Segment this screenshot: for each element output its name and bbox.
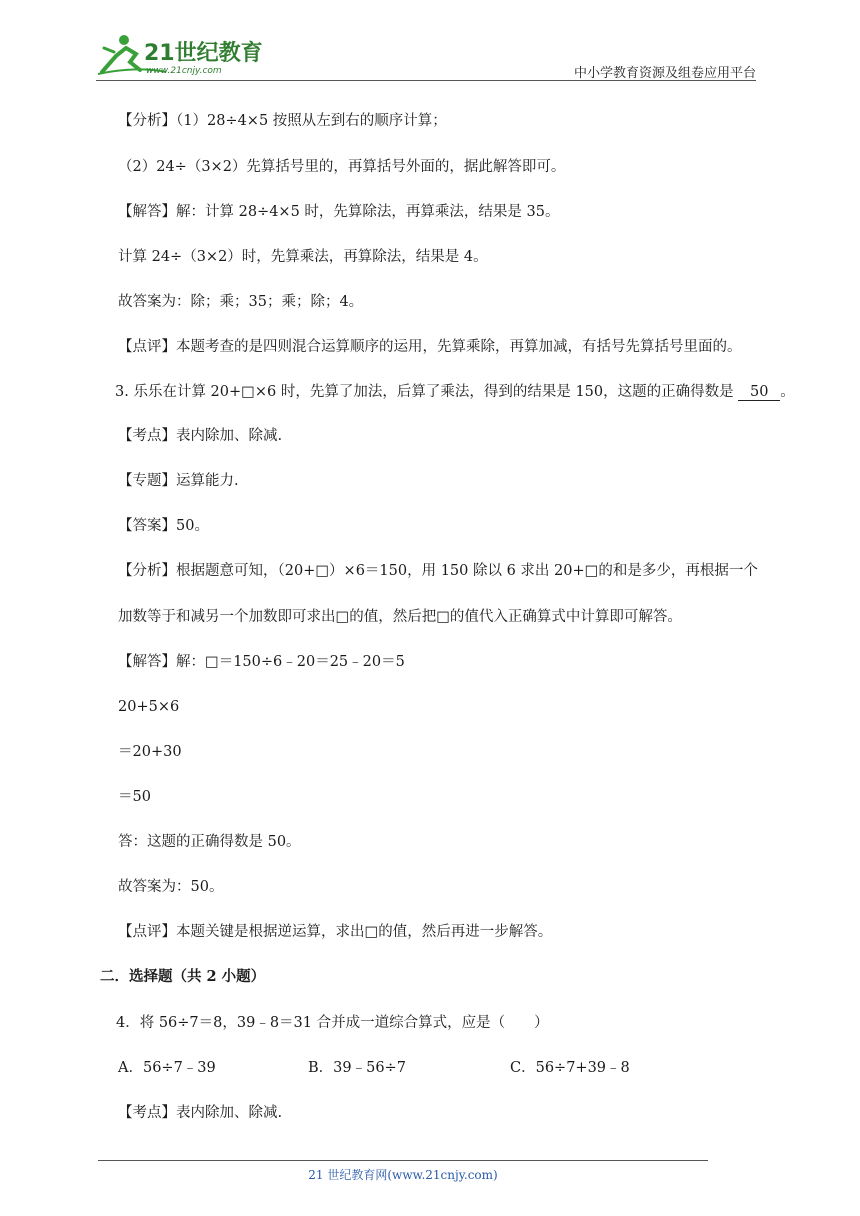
analysis-line-2: （2）24÷（3×2）先算括号里的，再算括号外面的，据此解答即可。 (118, 159, 566, 175)
subject-line: 【专题】运算能力. (118, 473, 239, 489)
topic-line-q4: 【考点】表内除加、除减. (118, 1105, 283, 1121)
question-4: 4．将 56÷7＝8，39﹣8＝31 合并成一道综合算式，应是（ ） (116, 1015, 549, 1031)
header-divider (96, 80, 756, 81)
logo-icon (96, 28, 266, 78)
page-header (96, 28, 756, 80)
footer-divider (98, 1160, 708, 1161)
calc-step-1: 20+5×6 (118, 699, 180, 715)
option-b: B．39﹣56÷7 (308, 1060, 406, 1076)
footer-text: 21 世纪教育网(www.21cnjy.com) (308, 1168, 498, 1182)
reply-line: 答：这题的正确得数是 50。 (118, 834, 301, 850)
section-title: 二．选择题（共 2 小题） (100, 968, 266, 985)
solution-line-2: 计算 24÷（3×2）时，先算乘法，再算除法，结果是 4。 (118, 249, 488, 265)
solution-line-q3: 【解答】解：□＝150÷6﹣20＝25﹣20＝5 (118, 654, 405, 670)
solution-line: 【解答】解：计算 28÷4×5 时，先算除法，再算乘法，结果是 35。 (118, 204, 560, 220)
comment-line: 【点评】本题考查的是四则混合运算顺序的运用，先算乘除，再算加减，有括号先算括号里面的。 (118, 339, 742, 355)
calc-step-2: ＝20+30 (118, 744, 182, 760)
calc-step-3: ＝50 (118, 789, 151, 805)
analysis-line-q3-2: 加数等于和减另一个加数即可求出□的值，然后把□的值代入正确算式中计算即可解答。 (118, 609, 682, 625)
question-3-end: 。 (780, 384, 795, 400)
answer-key-line: 【答案】50。 (118, 518, 209, 534)
question-3 (115, 382, 795, 402)
option-c: C．56÷7+39﹣8 (510, 1060, 630, 1076)
analysis-line: 【分析】（1）28÷4×5 按照从左到右的顺序计算； (118, 113, 447, 129)
topic-line: 【考点】表内除加、除减. (118, 428, 283, 444)
option-a: A．56÷7﹣39 (118, 1060, 216, 1076)
svg-text:www.21cnjy.com: www.21cnjy.com (146, 66, 222, 76)
platform-name: 中小学教育资源及组卷应用平台 (573, 66, 756, 81)
answer-line: 故答案为：除；乘；35；乘；除；4。 (118, 294, 364, 310)
comment-line-q3: 【点评】本题关键是根据逆运算，求出□的值，然后再进一步解答。 (118, 924, 553, 940)
svg-text:21世纪教育: 21世纪教育 (144, 41, 263, 66)
answer-blank: 50 (738, 384, 780, 401)
final-answer-line: 故答案为：50。 (118, 879, 224, 895)
analysis-line-q3: 【分析】根据题意可知，（20+□）×6＝150，用 150 除以 6 求出 20+□的和是多少，再根据一个 (118, 563, 758, 579)
question-3-text: 3. 乐乐在计算 20+□×6 时，先算了加法，后算了乘法，得到的结果是 150，这题的正确得数是 (115, 384, 734, 400)
